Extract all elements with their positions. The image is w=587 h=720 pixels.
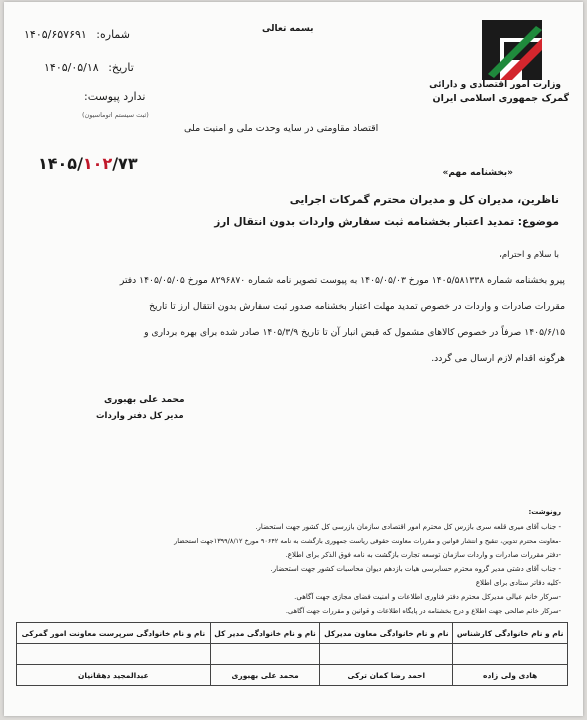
date-label: تاریخ: bbox=[108, 61, 134, 74]
table-header-cell: نام و نام خانوادگی معاون مدیرکل bbox=[320, 623, 453, 644]
date-value: ۱۴۰۵/۰۵/۱۸ bbox=[44, 61, 99, 74]
cc-line: -دفتر مقررات صادرات و واردات سازمان توسعه تجارت بازگشت به نامه فوق الذکر برای اطلاع. bbox=[285, 551, 561, 559]
table-row-names bbox=[17, 665, 568, 686]
system-note: (ثبت سیستم اتوماسیون) bbox=[82, 111, 149, 119]
cc-list bbox=[31, 520, 561, 618]
cc-line: -سرکار خانم صالحی جهت اطلاع و درج بخشنامه در پایگاه اطلاعات و قوانین و مقررات جهت آگاهی. bbox=[285, 607, 561, 615]
letter-date bbox=[44, 61, 134, 74]
table-cell-name: احمد رضا کمان ترکی bbox=[320, 665, 453, 686]
number-label: شماره: bbox=[96, 28, 131, 41]
letter-page bbox=[4, 2, 583, 716]
cc-title: رونوشت: bbox=[528, 508, 561, 516]
signatory-title: مدیر کل دفتر واردات bbox=[96, 411, 184, 421]
cc-line: -کلیه دفاتر ستادی برای اطلاع bbox=[475, 579, 561, 587]
table-header-cell: نام و نام خانوادگی سرپرست معاونت امور گمرکی bbox=[17, 623, 211, 644]
table-cell-name: محمد علی بهبوری bbox=[210, 665, 320, 686]
circular-number: ۱۴۰۵/۱۰۲/۷۳ bbox=[38, 154, 138, 173]
letter-number bbox=[24, 28, 130, 41]
table-header-cell: نام و نام خانوادگی کارشناس bbox=[453, 623, 568, 644]
table-cell-name: هادی ولی زاده bbox=[453, 665, 568, 686]
greeting: با سلام و احترام، bbox=[499, 250, 559, 260]
attachment-value: ندارد bbox=[123, 90, 146, 103]
body-line: مقررات صادرات و واردات در خصوص تمدید مهلت اعتبار بخشنامه صدور ثبت سفارش بدون انتقال ارز تا تاریخ bbox=[149, 301, 565, 312]
cc-line: -سرکار خانم عیالی مدیرکل محترم دفتر فناوری اطلاعات و امنیت فضای مجازی جهت آگاهی. bbox=[294, 593, 561, 601]
customs-logo-icon bbox=[482, 20, 542, 80]
cc-line: -معاونت محترم تدوین، تنقیح و انتشار قوانین و مقررات معاونت حقوقی ریاست جمهوری بازگشت به نامه ۹۰۶۴۲ مورخ ۱۳۹۹/۸/۱۲جهت استحضار bbox=[174, 537, 561, 545]
table-cell-empty bbox=[453, 644, 568, 665]
customs-name: گمرک جمهوری اسلامی ایران bbox=[432, 93, 569, 104]
letter-attachment bbox=[78, 90, 145, 103]
table-cell-name: عبدالمجید دهقانیان bbox=[17, 665, 211, 686]
table-cell-empty bbox=[320, 644, 453, 665]
circular-tag: «بخشنامه مهم» bbox=[442, 168, 513, 178]
subject: موضوع: تمدید اعتبار بخشنامه ثبت سفارش واردات بدون انتقال ارز bbox=[214, 216, 559, 228]
body-line: پیرو بخشنامه شماره ۱۴۰۵/۵۸۱۳۳۸ مورخ ۱۴۰۵/۰۵/۰۳ به پیوست تصویر نامه شماره ۸۲۹۶۸۷۰ مورخ ۱۴۰۵/۰۵/۰۵ دفتر bbox=[119, 275, 565, 286]
table-header-row bbox=[17, 623, 568, 644]
body-text bbox=[25, 268, 565, 372]
signatory-name: محمد علی بهبوری bbox=[104, 395, 185, 405]
table-header-cell: نام و نام خانوادگی مدیر کل bbox=[210, 623, 320, 644]
table-cell-empty bbox=[210, 644, 320, 665]
body-line: هرگونه اقدام لازم ارسال می گردد. bbox=[431, 353, 565, 364]
table-row-signatures bbox=[17, 644, 568, 665]
cc-line: - جناب آقای دشتی مدیر گروه محترم حسابرسی هیات بازدهم دیوان محاسبات کشور جهت استحضار. bbox=[270, 565, 561, 573]
table-cell-empty bbox=[17, 644, 211, 665]
addressee: ناظرین، مدیران کل و مدیران محترم گمرکات اجرایی bbox=[289, 194, 559, 206]
ministry-name: وزارت امور اقتصادی و دارائی bbox=[429, 80, 561, 90]
basmala: بسمه تعالی bbox=[262, 24, 314, 34]
approvals-table bbox=[16, 622, 568, 686]
body-line: ۱۴۰۵/۶/۱۵ صرفاً در خصوص کالاهای مشمول که قبض انبار آن تا تاریخ ۱۴۰۵/۳/۹ صادر شده برای بهره برداری و bbox=[144, 327, 565, 338]
slogan: اقتصاد مقاومتی در سایه وحدت ملی و امنیت ملی bbox=[184, 123, 379, 134]
number-value: ۱۴۰۵/۶۵۷۶۹۱ bbox=[24, 28, 87, 41]
attachment-label: پیوست: bbox=[84, 90, 120, 103]
cc-line: - جناب آقای میری قلعه سری بازرس کل محترم امور اقتصادی سازمان بازرسی کل کشور جهت استحضار. bbox=[255, 523, 561, 531]
